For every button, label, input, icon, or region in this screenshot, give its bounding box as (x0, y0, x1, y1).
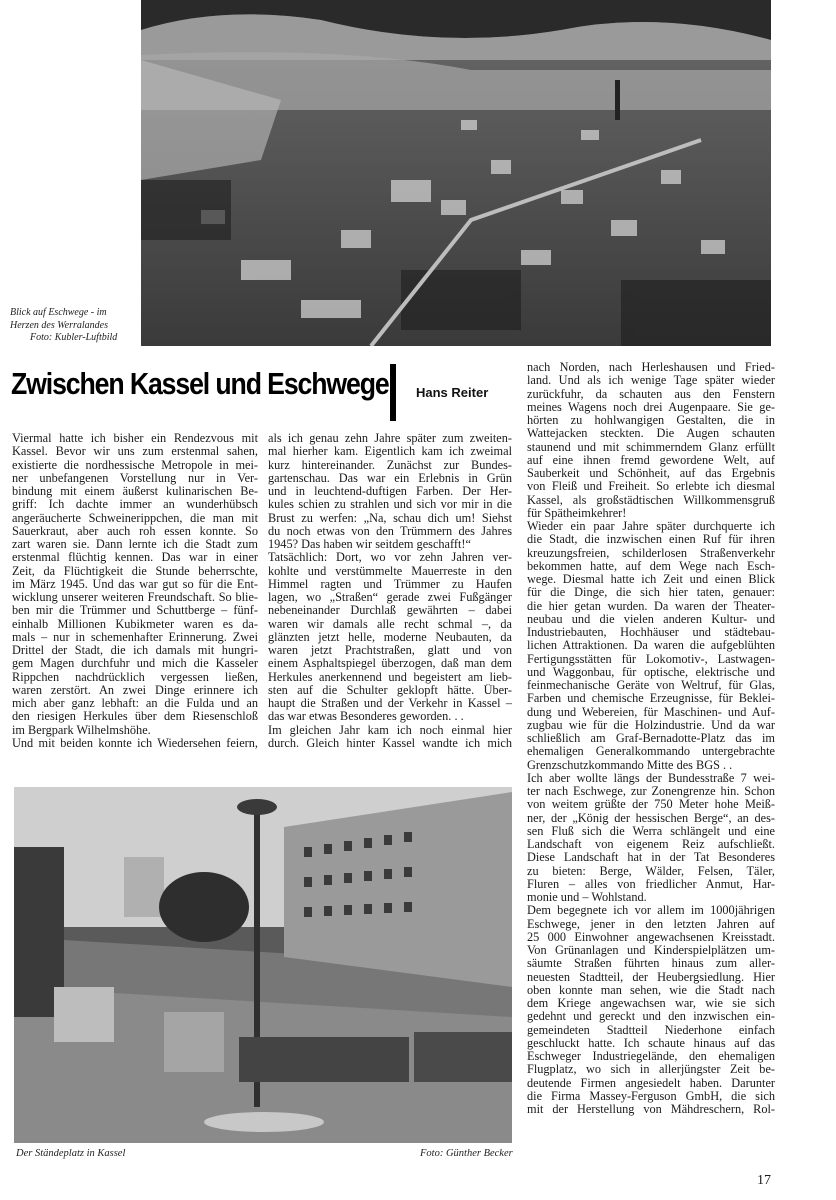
text-line: für die Dinge, die sich hier taten, genauer: (527, 586, 775, 600)
text-line: von Fleiß und Freiheit. So erlebte ich diesmal (527, 480, 775, 494)
text-line: zu bieten: Berge, Wälder, Felsen, Täler, (527, 864, 775, 878)
text-line: kurz hintereinander. Zunächst zur Bundes- (268, 458, 512, 472)
text-line: Flugplatz, wo sich in allerjüngster Zeit be- (527, 1063, 775, 1077)
text-line: Kassel. Bevor wir uns zum erstenmal sahen, (12, 445, 258, 459)
text-line: durch. Gleich hinter Kassel wandte ich mich (268, 736, 512, 750)
text-line: Wieder ein paar Jahre später durchquerte ich (527, 520, 775, 533)
text-line: 1945? Das haben wir seitdem geschafft!“ (268, 538, 471, 551)
text-line: säumte Straßen führten hinaus zum aller- (527, 957, 775, 971)
text-line: ben mir die Trümmer und Schuttberge – fünf- (12, 604, 258, 618)
text-line: Kassel, als großstädtischen Willkommensgruß (527, 493, 775, 507)
text-line: monie und – Wohlstand. (527, 891, 647, 904)
text-line: gedehnt und gereckt und den inzwischen ein- (527, 1010, 775, 1024)
text-line: kreuzungsfreien, schilderlosen Straßenverkehr (527, 546, 775, 560)
text-line: neubau und die vielen anderen Kultur- und (527, 612, 775, 626)
bottom-photo-credit: Foto: Günther Becker (420, 1148, 513, 1159)
text-line: Wattejacken steckten. Die Augen schauten (527, 427, 775, 441)
article-author: Hans Reiter (416, 385, 489, 400)
text-line: und in leuchtend-duftigen Farben. Der Her- (268, 485, 512, 498)
text-column-3 (527, 361, 775, 1116)
text-line: gemeindeten Stadtteil Niederhone einfach (527, 1023, 775, 1037)
text-line: Tatsächlich: Dort, wo vor zehn Jahren ver- (268, 551, 512, 565)
text-line: zugbau wie für die Holzindustrie. Und da war (527, 718, 775, 732)
text-line: im März 1945. Und das war gut so für die Ent- (12, 577, 258, 591)
text-line: einem Asphaltspiegel überzogen, daß man dem (268, 657, 512, 671)
text-line: Im gleichen Jahr kam ich noch einmal hier (268, 723, 512, 737)
text-line: waren jetzt Prachtstraßen, glatt und von (268, 644, 512, 657)
text-line: erstenmal flüchtig kennen. Das war in einer (12, 551, 258, 565)
text-line: gartenschau. Das war ein Erlebnis in Grün (268, 471, 512, 485)
aerial-photo-eschwege (141, 0, 771, 346)
text-line: kohlte und verstümmelte Mauerreste in den (268, 564, 512, 578)
text-line: das war etwas Besonderes geworden. . . (268, 710, 464, 724)
text-line: ner, der „König der hessischen Berge“, an des- (527, 811, 775, 825)
text-line: land. Und als ich wenige Tage später wieder (527, 374, 775, 388)
text-column-2 (268, 432, 512, 750)
text-line: bindung mit einem äußerst kulinarischen Be- (12, 485, 258, 498)
street-photo-staendeplatz (14, 787, 512, 1143)
text-line: Sauerkraut, aber auch roh essen konnte. So (12, 524, 258, 538)
text-line: waren wir damals alle recht schmal –, da (268, 617, 512, 631)
text-line: zurückfuhr, da schauten aus den Fenstern (527, 387, 775, 401)
text-line: angeräucherte Schweinerippchen, die man mit (12, 511, 258, 525)
text-line: Fertigungsstätten für Lokomotiv-, Lastwagen- (527, 652, 775, 666)
text-line: die Stadt, die inzwischen einen Ruf für ihren (527, 533, 775, 547)
text-line: ner unbefangenen Vorstellung nur in Ver- (12, 471, 258, 485)
text-line: einhalb Millionen Kubikmeter waren es da- (12, 617, 258, 631)
top-photo-caption (10, 307, 138, 345)
text-line: hörten zu hohlwangigen Gestalten, die in (527, 414, 775, 427)
text-line: Von Grünanlagen und Kinderspielplätzen um- (527, 944, 775, 957)
caption-line: Herzen des Werralandes (10, 319, 108, 331)
text-line: deutende Firmen angesiedelt haben. Darunter (527, 1076, 775, 1090)
text-line: du noch etwas von den Trümmern des Jahres (268, 524, 512, 538)
text-line: Farben und chemische Erzeugnisse, für Beklei- (527, 692, 775, 706)
text-line: Eschweger Industriegelände, den ehemaligen (527, 1050, 775, 1063)
text-line: im Bergpark Wilhelmshöhe. (12, 723, 151, 737)
text-line: schließlich am Graf-Bernadotte-Platz das im (527, 732, 775, 745)
text-line: Dem begegnete ich vor allem im 1000jährigen (527, 904, 775, 918)
text-line: die Firma Massey-Ferguson GmbH, die sich (527, 1089, 775, 1103)
text-line: lagen, wo „Straßen“ gerade zwei Fußgänger (268, 591, 512, 604)
text-line: dung und Webereien, für Maschinen- und Auf- (527, 705, 775, 719)
text-line: Brust zu werfen: „Na, schau dich um! Siehst (268, 511, 512, 525)
text-line: 25 000 Einwohner angewachsenen Kreisstadt. (527, 930, 775, 944)
text-line: Fluren – alles von friedlicher Anmut, Har- (527, 877, 775, 891)
text-line: Ich aber wollte längs der Bundesstraße 7 wei- (527, 771, 775, 785)
text-line: und Waggonbau, für optische, elektrische und (527, 665, 775, 679)
text-line: sten auf die Schulter geklopft hätte. Über- (268, 683, 512, 697)
text-line: die hier getan wurden. Da waren der Theater- (527, 599, 775, 613)
text-line: bekommen hatte, auf dem Wege nach Esch- (527, 559, 775, 573)
text-line: mal hierher kam. Eigentlich kam ich zweimal (268, 445, 512, 459)
text-line: als ich genau zehn Jahre später zum zweiten- (268, 432, 512, 445)
text-line: von weitem grüßte der 750 Meter hohe Meiß- (527, 798, 775, 812)
text-line: glänzten jetzt helle, moderne Neubauten, da (268, 630, 512, 644)
text-line: dem Kriege angewachsen war, wie sie sich (527, 997, 775, 1010)
text-line: mit der Herstellung von Mähdreschern, Rol- (527, 1103, 775, 1116)
bottom-photo-caption: Der Ständeplatz in Kassel (16, 1148, 126, 1159)
text-line: nebeneinander Durchlaß gewährten – dabei (268, 604, 512, 618)
page-number: 17 (757, 1173, 771, 1188)
text-line: Zeit, da Flüchtigkeit die Stunde beherrschte, (12, 564, 258, 578)
text-line: geschluckt hatte. Ich schaute hinaus auf das (527, 1036, 775, 1050)
text-line: Viermal hatte ich bisher ein Rendezvous mit (12, 432, 258, 445)
text-line: Himmel ragten und Trümmer zu Haufen (268, 577, 512, 591)
caption-line: Blick auf Eschwege - im (10, 307, 107, 318)
text-line: ehemaligen Generalkommando untergebrachte (527, 745, 775, 759)
text-line: kules schien zu strahlen und sich vor mir in die (268, 498, 512, 512)
text-line: lichen Attraktionen. Da waren die aufgeblühten (527, 639, 775, 653)
text-line: Rippchen nachdrücklich vergessen ließen, (12, 670, 258, 684)
text-line: existierte die nordhessische Metropole in mei- (12, 458, 258, 472)
photo-credit: Foto: Kubler-Luftbild (30, 332, 118, 343)
text-line: auf eine ihnen fremd gewordene Welt, auf (527, 453, 775, 467)
text-line: griff: Ich dachte immer an wunderhübsch (12, 498, 258, 512)
text-line: Grenzschutzkommando Mitte des BGS . . (527, 758, 733, 772)
text-line: nach Norden, nach Herleshausen und Fried- (527, 361, 775, 374)
text-line: für Spätheimkehrer! (527, 506, 627, 520)
article-title: Zwischen Kassel und Eschwege (11, 366, 389, 401)
text-line: Drittel der Stadt, die ich damals mit hungri- (12, 644, 258, 657)
title-divider (390, 364, 396, 421)
text-line: Sauberkeit und Schönheit, auf das Ergebnis (527, 467, 775, 480)
text-line: waren zerstört. An zwei Dinge erinnere ich (12, 683, 258, 697)
text-line: Landschaft von eigenem Reiz aufschließt. (527, 838, 775, 851)
text-line: Herkules anerkennend und begeistert am lieb- (268, 670, 512, 684)
text-line: meines Wagens noch drei Augenpaare. Sie ge- (527, 400, 775, 414)
text-line: mals – nur in schemenhafter Erinnerung. Zwei (12, 630, 258, 644)
text-line: oben konnte man sehen, wie die Stadt nach (527, 983, 775, 997)
text-line: neuesten Stadtteil, der Heubergsiedlung. Hier (527, 970, 775, 984)
text-line: staunend und mit schimmerndem Glanz erfüllt (527, 440, 775, 454)
text-line: zart waren sie. Dann lernte ich die Stadt zum (12, 538, 258, 551)
text-line: feinmechanische Geräte von Weltruf, für Glas, (527, 679, 775, 692)
text-line: ter nach Eschwege, zur Zonengrenze hin. Schon (527, 785, 775, 798)
text-line: wege. Diesmal hatte ich Zeit und einen Blick (527, 573, 775, 586)
text-column-1 (12, 432, 258, 750)
text-line: Diese Landschaft hat in der Tat Besonderes (527, 851, 775, 865)
text-line: mich aber ganz lebhaft: an die Fulda und an (12, 697, 258, 710)
text-line: gem Magen durchfuhr und mich die Kasseler (12, 657, 258, 671)
text-line: Und mit beiden konnte ich Wiedersehen feiern, (12, 736, 258, 750)
text-line: sen Fluß sich die Werra schlängelt und eine (527, 824, 775, 838)
text-line: Eschwege, jener in den letzten Jahren auf (527, 917, 775, 931)
text-line: den riesigen Herkules über dem Riesenschloß (12, 710, 258, 724)
text-line: Industriebauten, Hochhäuser und städtebau- (527, 626, 775, 639)
text-line: haupt die Straßen und der Verkehr in Kassel – (268, 697, 512, 710)
text-line: wicklung unserer weiteren Freundschaft. So blie- (12, 591, 258, 604)
